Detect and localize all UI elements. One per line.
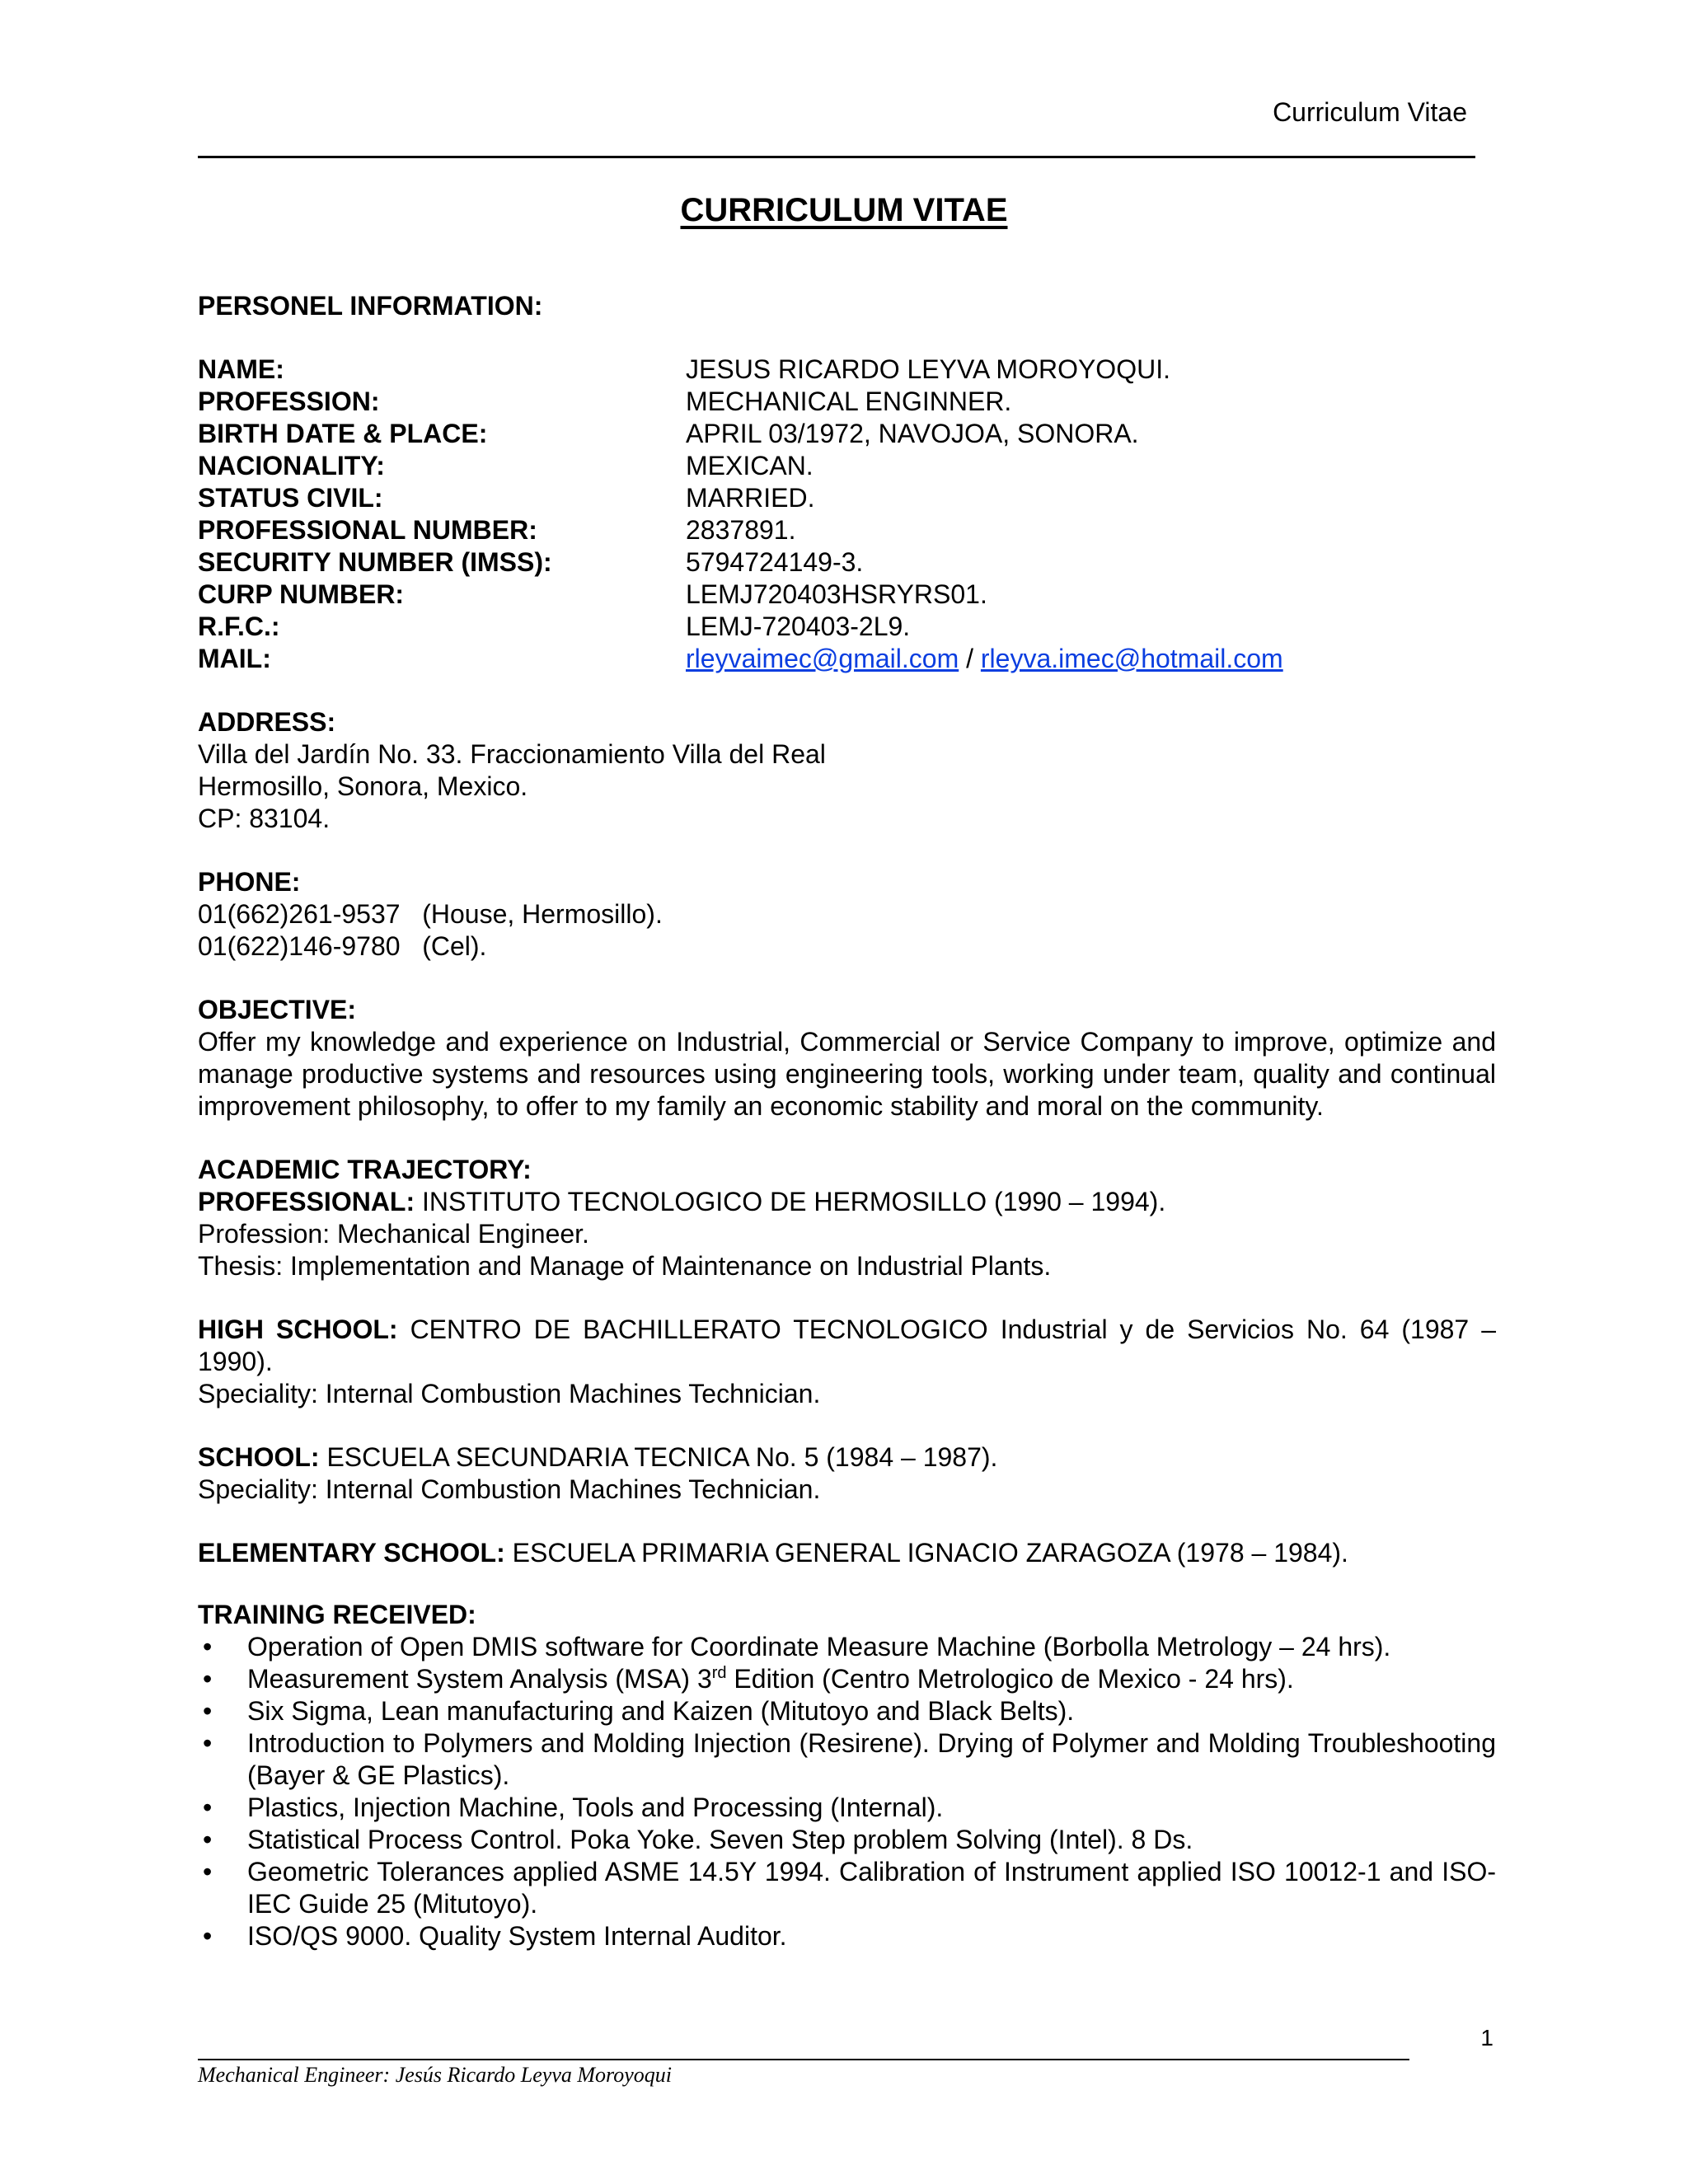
info-value: MARRIED. <box>686 483 815 513</box>
document-title <box>0 189 1688 232</box>
info-row <box>198 418 1496 450</box>
training-heading: TRAINING RECEIVED: <box>198 1600 476 1629</box>
info-label: SECURITY NUMBER (IMSS): <box>198 547 552 577</box>
info-row <box>198 386 1496 418</box>
school-value: ESCUELA SECUNDARIA TECNICA No. 5 (1984 – 1987). <box>319 1442 998 1472</box>
info-value: MECHANICAL ENGINNER. <box>686 387 1012 416</box>
info-label: BIRTH DATE & PLACE: <box>198 419 488 448</box>
training-item <box>198 1663 1496 1695</box>
document-title-text: CURRICULUM VITAE <box>680 192 1008 228</box>
info-value: LEMJ720403HSRYRS01. <box>686 579 987 609</box>
high-school-education <box>198 1314 1496 1378</box>
info-value: LEMJ-720403-2L9. <box>686 612 911 641</box>
mail-values <box>686 643 1496 675</box>
elementary-education <box>198 1537 1496 1569</box>
personal-heading: PERSONEL INFORMATION: <box>198 291 543 321</box>
elementary-value: ESCUELA PRIMARIA GENERAL IGNACIO ZARAGOZA (1978 – 1984). <box>504 1538 1348 1568</box>
address-line: Villa del Jardín No. 33. Fraccionamiento Villa del Real <box>198 739 826 769</box>
info-label: NAME: <box>198 354 284 384</box>
email-link-hotmail[interactable]: rleyva.imec@hotmail.com <box>980 644 1283 673</box>
professional-education <box>198 1186 1496 1218</box>
info-label: NACIONALITY: <box>198 451 385 480</box>
footer-text: Mechanical Engineer: Jesús Ricardo Leyva Moroyoqui <box>198 2063 672 2087</box>
school-label: SCHOOL: <box>198 1442 320 1472</box>
training-item: • Operation of Open DMIS software for Coordinate Measure Machine (Borbolla Metrology – 24 hrs). <box>198 1631 1496 1663</box>
training-item: • Geometric Tolerances applied ASME 14.5Y 1994. Calibration of Instrument applied ISO 10012-1 and ISO-IEC Guide 25 (Mitutoyo). <box>198 1856 1496 1920</box>
header-rule <box>198 156 1475 158</box>
mail-row <box>198 643 1496 675</box>
school-education <box>198 1441 1496 1474</box>
address-line: Hermosillo, Sonora, Mexico. <box>198 771 528 801</box>
address-line: CP: 83104. <box>198 804 331 833</box>
training-item: • Statistical Process Control. Poka Yoke. Seven Step problem Solving (Intel). 8 Ds. <box>198 1824 1496 1856</box>
info-row <box>198 579 1496 611</box>
training-item: • Plastics, Injection Machine, Tools and Processing (Internal). <box>198 1792 1496 1824</box>
training-item: • Introduction to Polymers and Molding Injection (Resirene). Drying of Polymer and Molding Troubleshooting (Bayer & GE Plastics). <box>198 1727 1496 1792</box>
objective-text: Offer my knowledge and experience on Industrial, Commercial or Service Company to improve, optimize and manage productive systems and resources using engineering tools, working under team, quality and continual improvement philosophy, to offer to my family an economic stability and moral on the community. <box>198 1027 1496 1121</box>
mail-label: MAIL: <box>198 644 271 673</box>
cv-content <box>198 290 1496 1952</box>
academic-heading: ACADEMIC TRAJECTORY: <box>198 1155 532 1184</box>
address-heading: ADDRESS: <box>198 707 336 737</box>
info-value: JESUS RICARDO LEYVA MOROYOQUI. <box>686 354 1170 384</box>
info-row <box>198 546 1496 579</box>
info-value: 5794724149-3. <box>686 547 864 577</box>
info-label: PROFESSIONAL NUMBER: <box>198 515 537 545</box>
phone-line: 01(622)146-9780 (Cel). <box>198 931 487 961</box>
info-value: MEXICAN. <box>686 451 814 480</box>
phone-heading: PHONE: <box>198 867 301 897</box>
high-school-label: HIGH SCHOOL: <box>198 1315 398 1344</box>
info-row <box>198 514 1496 546</box>
training-list <box>198 1631 1496 1952</box>
personal-info-table <box>198 354 1496 675</box>
info-row <box>198 354 1496 386</box>
email-link-gmail[interactable]: rleyvaimec@gmail.com <box>686 644 959 673</box>
running-header: Curriculum Vitae <box>1273 97 1467 127</box>
info-row <box>198 450 1496 482</box>
info-row <box>198 611 1496 643</box>
high-school-value: CENTRO DE BACHILLERATO TECNOLOGICO Industrial y de Servicios No. 64 (1987 – 1990). <box>198 1315 1497 1376</box>
footer-rule <box>198 2059 1409 2060</box>
phone-line: 01(662)261-9537 (House, Hermosillo). <box>198 899 663 929</box>
profession-line: Profession: Mechanical Engineer. <box>198 1219 589 1249</box>
info-label: R.F.C.: <box>198 612 280 641</box>
training-item: • Six Sigma, Lean manufacturing and Kaizen (Mitutoyo and Black Belts). <box>198 1695 1496 1727</box>
objective-heading: OBJECTIVE: <box>198 995 357 1024</box>
mail-separator: / <box>959 644 981 673</box>
training-item: • ISO/QS 9000. Quality System Internal Auditor. <box>198 1920 1496 1952</box>
thesis-line: Thesis: Implementation and Manage of Maintenance on Industrial Plants. <box>198 1251 1052 1281</box>
elementary-label: ELEMENTARY SCHOOL: <box>198 1538 505 1568</box>
school-speciality: Speciality: Internal Combustion Machines Technician. <box>198 1474 821 1504</box>
training-item-text: Measurement System Analysis (MSA) 3 <box>247 1664 712 1694</box>
ordinal-suffix: rd <box>711 1664 727 1682</box>
professional-value: INSTITUTO TECNOLOGICO DE HERMOSILLO (1990 – 1994). <box>415 1187 1166 1216</box>
info-label: PROFESSION: <box>198 387 380 416</box>
page-number: 1 <box>1480 2025 1493 2050</box>
info-value: 2837891. <box>686 515 796 545</box>
info-label: STATUS CIVIL: <box>198 483 383 513</box>
training-item-text: Edition (Centro Metrologico de Mexico - 24 hrs). <box>726 1664 1294 1694</box>
professional-label: PROFESSIONAL: <box>198 1187 415 1216</box>
info-row <box>198 482 1496 514</box>
high-school-speciality: Speciality: Internal Combustion Machines Technician. <box>198 1379 821 1408</box>
info-label: CURP NUMBER: <box>198 579 405 609</box>
info-value: APRIL 03/1972, NAVOJOA, SONORA. <box>686 419 1139 448</box>
